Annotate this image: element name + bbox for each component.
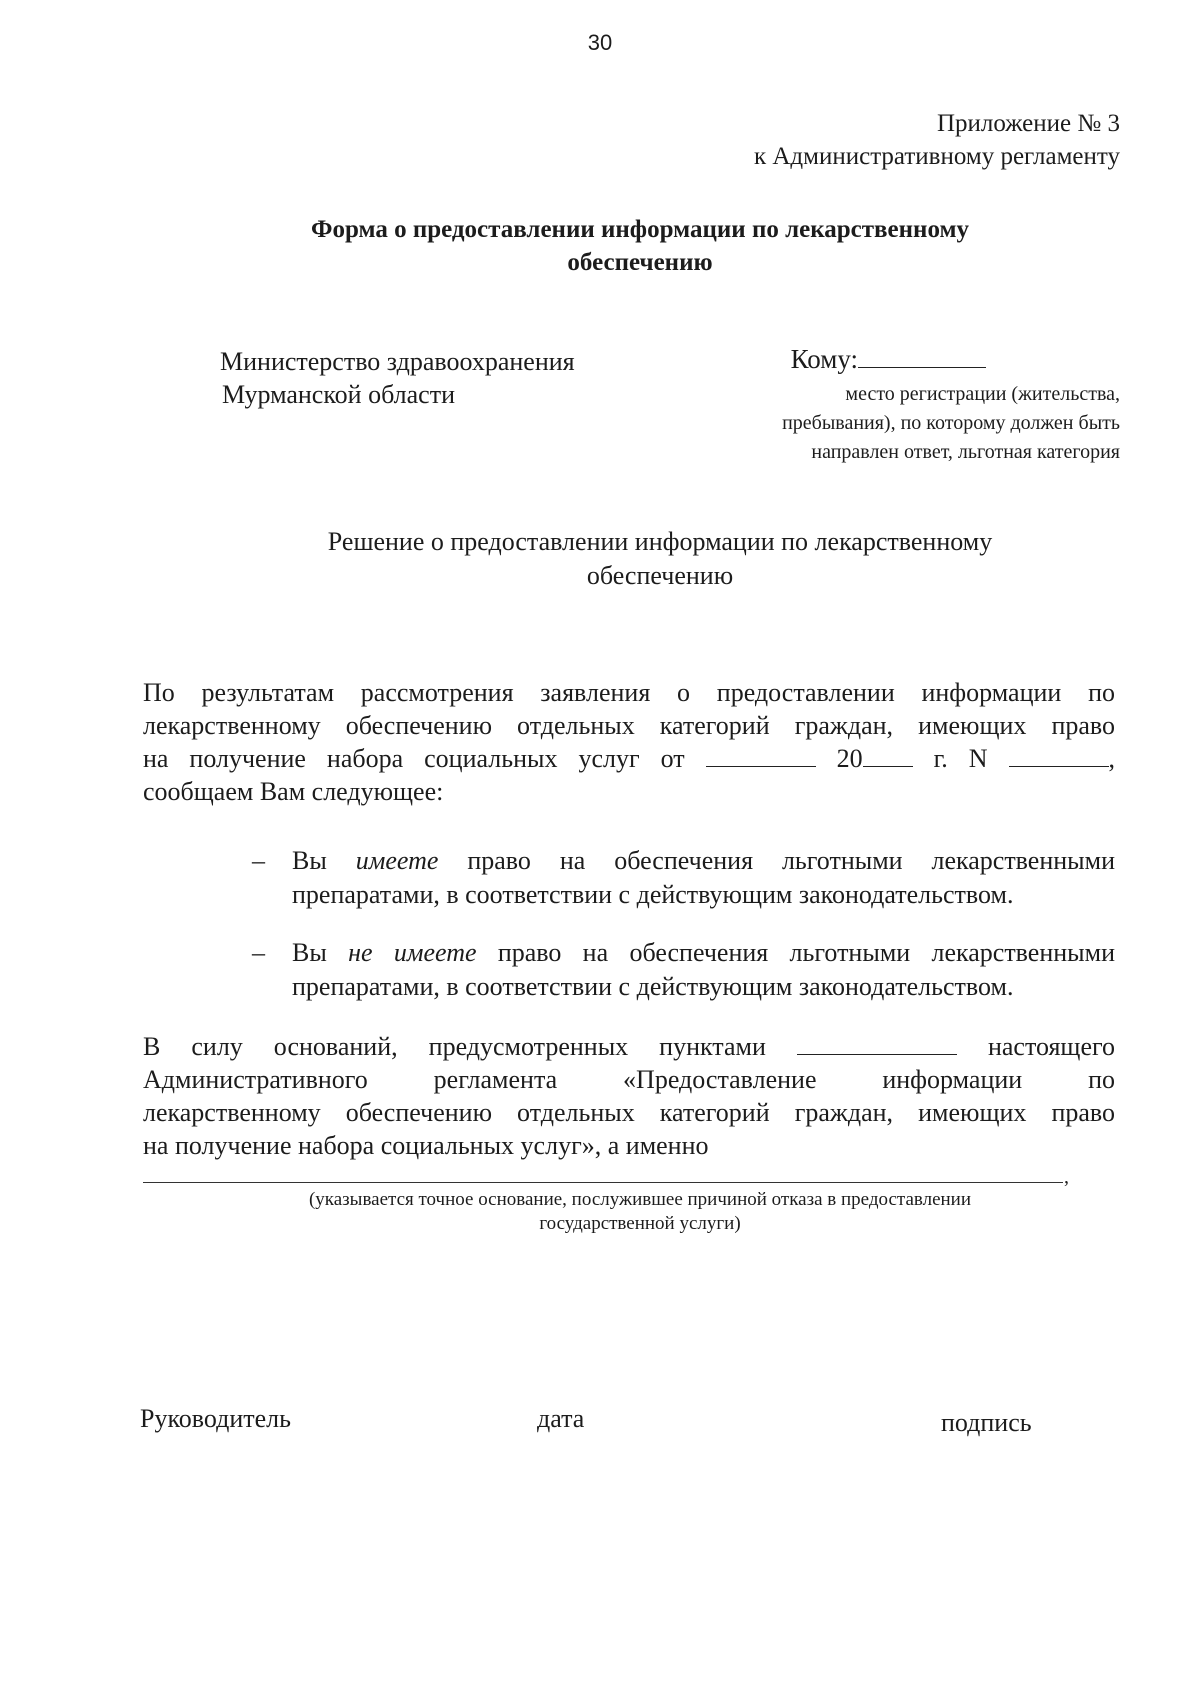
decision-title-line1: Решение о предоставлении информации по лекарственному (327, 527, 993, 556)
option2-line1 (292, 936, 1115, 970)
option2-text: право на обеспечения льготными лекарственными (497, 938, 1116, 967)
recipient-block (782, 342, 1120, 467)
option1-emphasis: имеете (355, 846, 439, 875)
form-title (200, 213, 1080, 279)
intro-line2: лекарственному обеспечению отдельных категорий граждан, имеющих право (143, 711, 1115, 740)
number-blank (1009, 744, 1109, 767)
appendix-header (754, 107, 1120, 173)
grounds-line4: на получение набора социальных услуг», а именно (143, 1131, 709, 1160)
option1-line2: препаратами, в соответствии с действующим законодательством. (292, 880, 1014, 909)
recipient-hint-line3: направлен ответ, льготная категория (811, 441, 1120, 463)
signature-head-label: Руководитель (140, 1404, 291, 1433)
date-blank (706, 744, 816, 767)
intro-line3 (143, 742, 1115, 775)
decision-title (240, 525, 1080, 593)
reason-hint-line1: (указывается точное основание, послужившее причиной отказа в предоставлении (308, 1189, 972, 1210)
clauses-blank (797, 1032, 957, 1055)
appendix-number: Приложение № 3 (936, 110, 1120, 137)
dash-marker: – (252, 846, 265, 875)
grounds-line3: лекарственному обеспечению отдельных категорий граждан, имеющих право (143, 1098, 1115, 1127)
decision-title-line2: обеспечению (586, 561, 734, 590)
year-prefix: 20 (836, 744, 863, 773)
form-title-line2: обеспечению (567, 249, 713, 276)
reason-hint (260, 1188, 1020, 1236)
signature-sign-label: подпись (941, 1408, 1032, 1437)
ministry-name: Министерство здравоохранения (220, 347, 575, 376)
reason-hint-line2: государственной услуги) (539, 1213, 741, 1234)
ministry-block (220, 345, 575, 411)
intro-comma: , (1108, 744, 1116, 773)
option2-pronoun: Вы (292, 938, 327, 967)
option1-line1 (292, 844, 1115, 878)
grounds-line1-end: настоящего (987, 1032, 1116, 1061)
grounds-line1 (143, 1030, 1115, 1063)
year-blank (863, 744, 913, 767)
recipient-label: Кому: (790, 344, 858, 374)
page-number: 30 (587, 30, 613, 55)
ministry-region: Мурманской области (222, 380, 455, 409)
form-title-line1: Форма о предоставлении информации по лекарственному (310, 216, 969, 243)
option-has-right (252, 844, 1115, 912)
option-no-right (252, 936, 1115, 1004)
intro-line1: По результатам рассмотрения заявления о предоставлении информации по (143, 678, 1115, 707)
reason-comma: , (1064, 1166, 1069, 1188)
signature-date-label: дата (537, 1404, 585, 1433)
recipient-field (782, 342, 986, 376)
grounds-line2: Административного регламента «Предоставление информации по (143, 1065, 1115, 1094)
reason-blank-line (143, 1181, 1063, 1183)
recipient-hint-line2: пребывания), по которому должен быть (782, 412, 1120, 434)
recipient-hint-line1: место регистрации (жительства, (845, 383, 1120, 405)
option1-text: право на обеспечения льготными лекарственными (467, 846, 1116, 875)
intro-paragraph (143, 676, 1115, 808)
appendix-reference: к Административному регламенту (753, 143, 1120, 170)
recipient-hint (782, 380, 1120, 467)
dash-marker: – (252, 938, 265, 967)
option2-line2: препаратами, в соответствии с действующим законодательством. (292, 972, 1014, 1001)
option2-emphasis: не имеете (348, 938, 477, 967)
option1-pronoun: Вы (292, 846, 327, 875)
grounds-paragraph (143, 1030, 1115, 1162)
grounds-line1-text: В силу оснований, предусмотренных пунктами (143, 1032, 766, 1061)
intro-line4: сообщаем Вам следующее: (143, 777, 444, 806)
recipient-blank (858, 345, 986, 368)
intro-line3-text: на получение набора социальных услуг от (143, 744, 685, 773)
number-label: г. N (933, 744, 988, 773)
